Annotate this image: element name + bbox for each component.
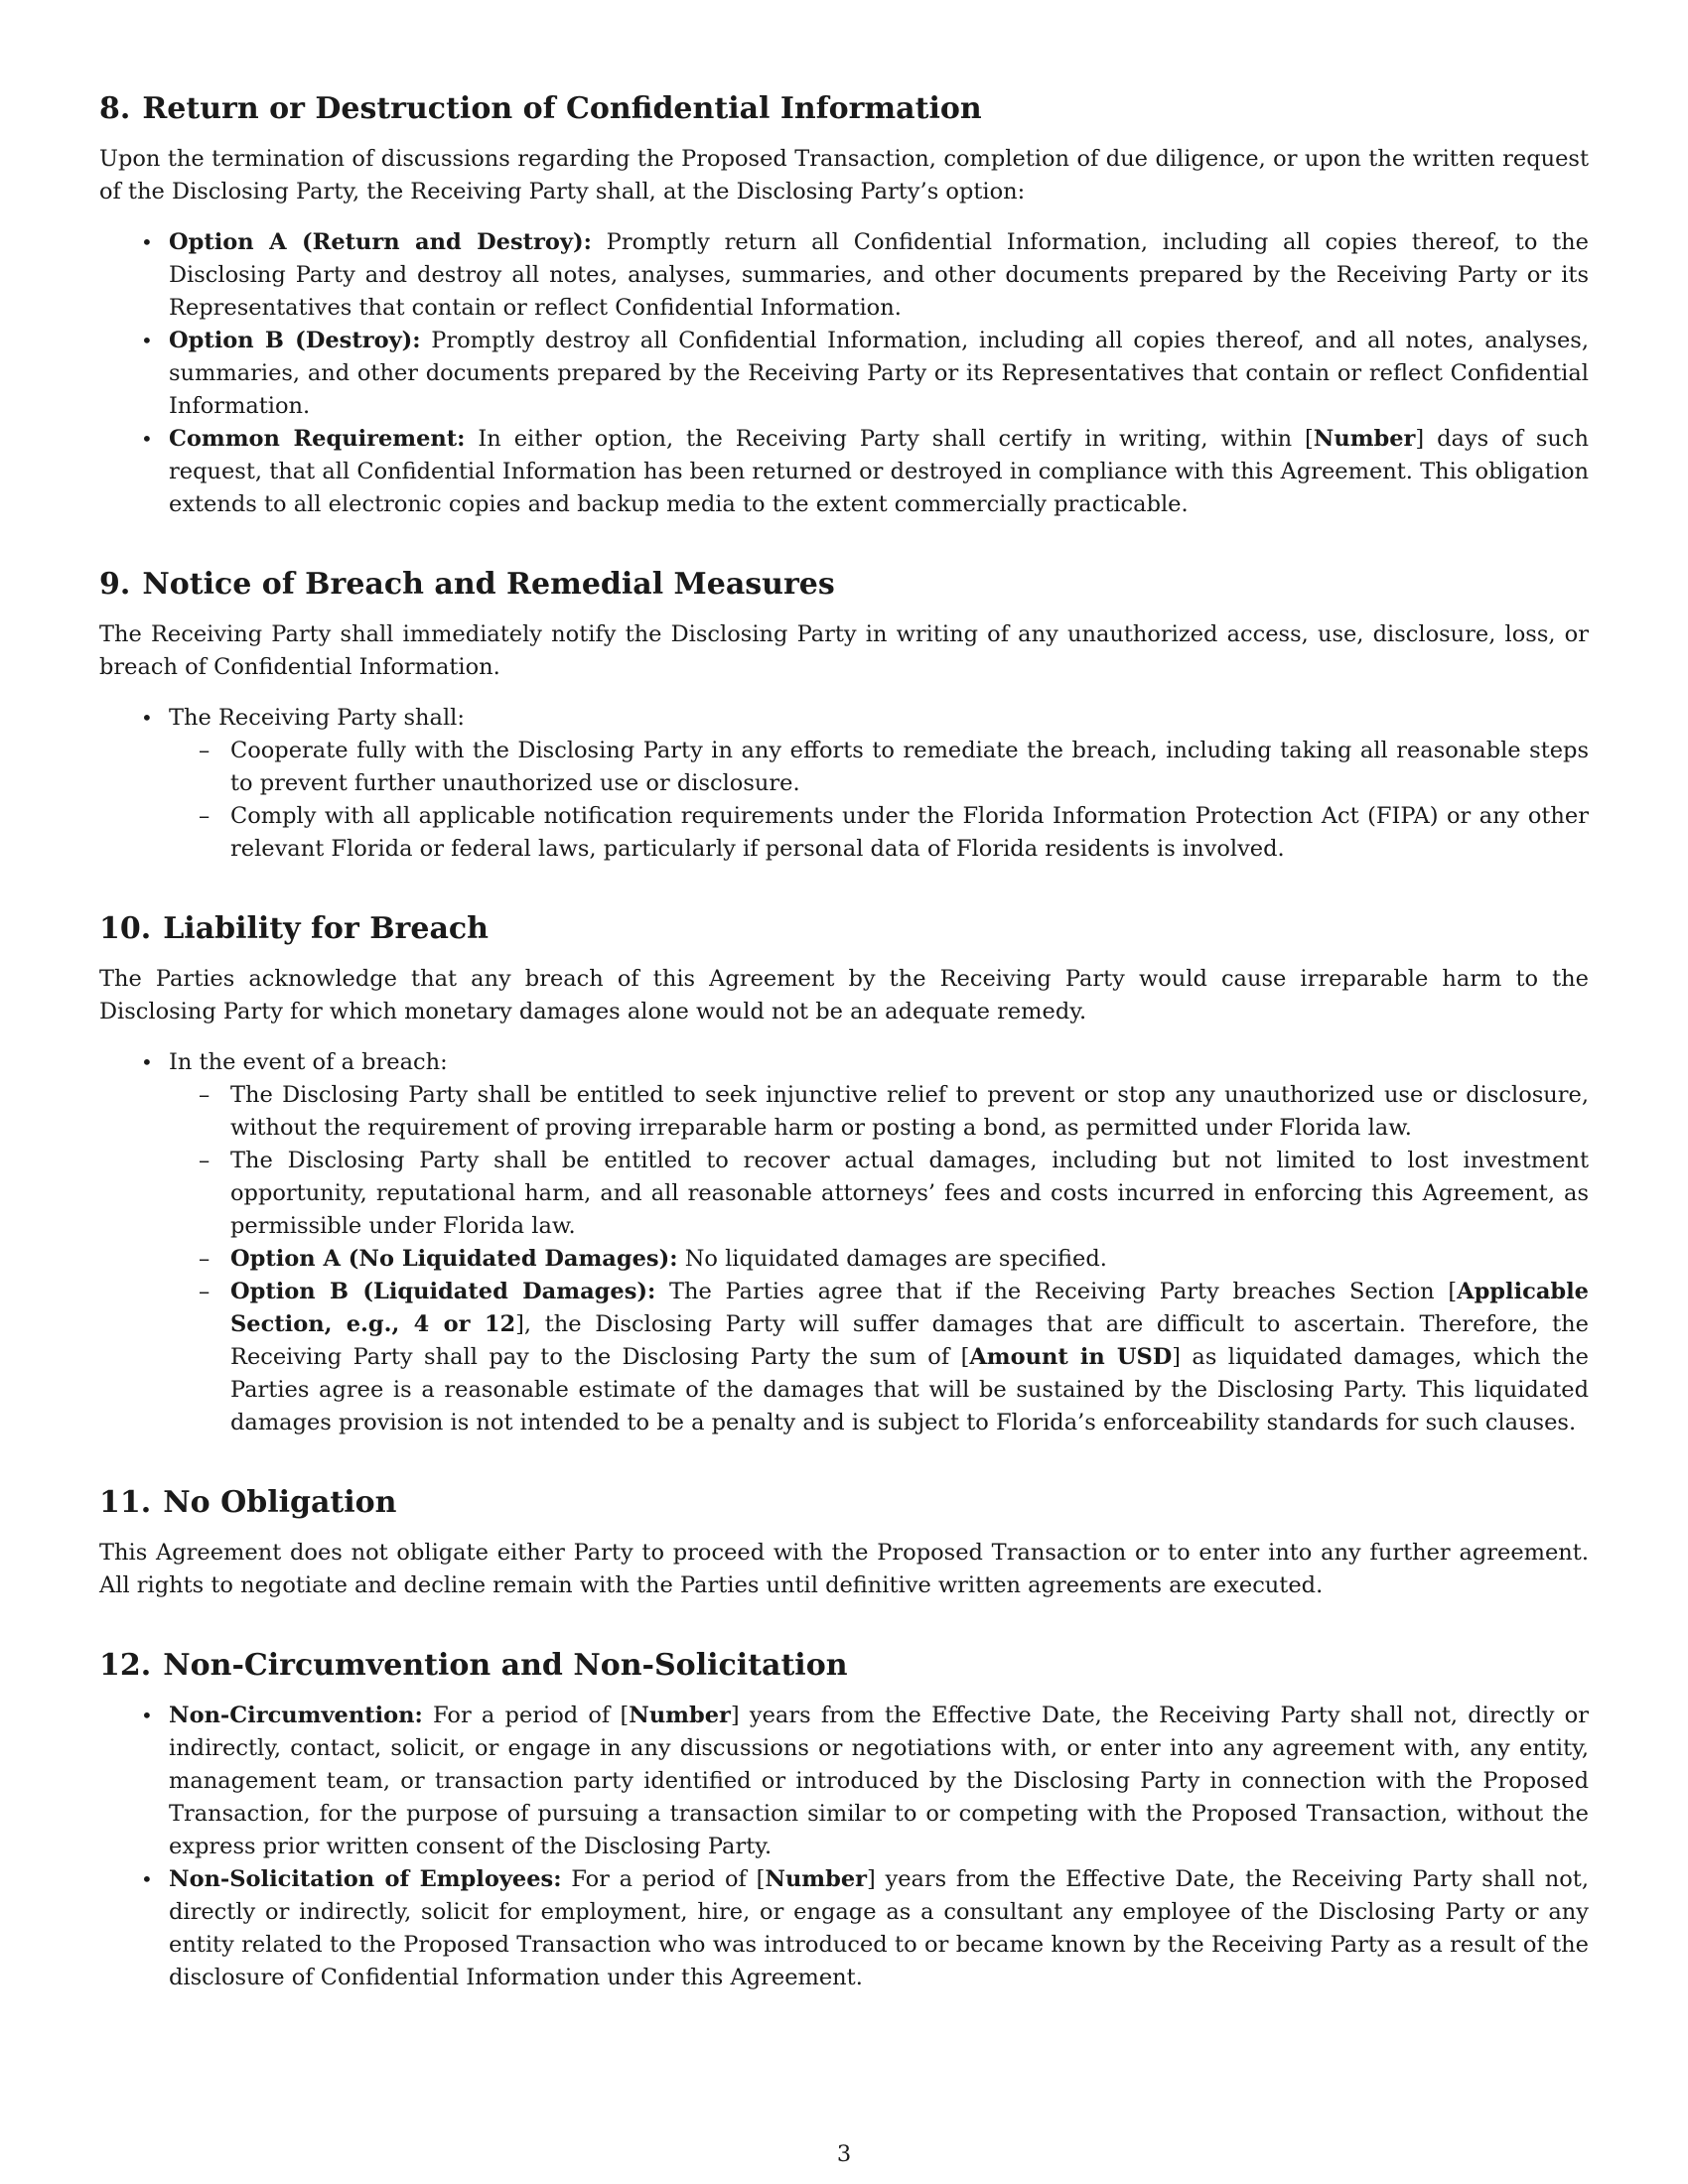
item-text: In either option, the Receiving Party shall certify in writing, within [ [465, 426, 1314, 452]
section-number: 12. [99, 1648, 152, 1683]
item-label: Non-Circumvention: [169, 1703, 423, 1728]
section-9 [99, 565, 1589, 866]
dash-icon: – [199, 1279, 211, 1304]
bullet-icon: • [141, 1704, 153, 1727]
item-label: Option A (Return and Destroy): [169, 229, 592, 255]
bullet-list [99, 1700, 1589, 1994]
list-item [99, 325, 1589, 423]
list-item [99, 702, 1589, 866]
item-text: ] years from the Effective Date, the Receiving Party shall not, directly or indirectly, solicit for employment, hire, or engage as a consultant any employee of the Disclosing Party or any entity related to the Proposed Transaction who was introduced to or became known by the Receiving Party as a result of the disclosure of Confidential Information under this Agreement. [169, 1866, 1590, 1990]
section-heading [99, 1483, 1589, 1523]
section-body: This Agreement does not obligate either Party to proceed with the Proposed Transaction or to enter into any further agreement. All rights to negotiate and decline remain with the Parties until definitive written agreements are executed. [99, 1540, 1589, 1598]
section-heading [99, 909, 1589, 949]
bullet-list [99, 226, 1589, 521]
list-item [99, 1046, 1589, 1439]
item-text: The Parties agree that if the Receiving Party breaches Section [ [655, 1279, 1458, 1304]
list-item [99, 423, 1589, 521]
list-item [99, 1863, 1589, 1994]
sub-list-item [169, 1079, 1589, 1145]
item-text: Promptly destroy all Confidential Information, including all copies thereof, and all notes, analyses, summaries, and other documents prepared by the Receiving Party or its Representatives that contain or reflect Confidential Information. [169, 328, 1589, 419]
placeholder-field: Number [765, 1866, 868, 1892]
sub-list-item [169, 1276, 1589, 1439]
sub-list-item [169, 1145, 1589, 1243]
sub-list-item [169, 1243, 1589, 1276]
bullet-icon: • [141, 427, 153, 451]
section-11 [99, 1483, 1589, 1602]
item-text: ] days of such request, that all Confidential Information has been returned or destroyed in compliance with this Agreement. This obligation extends to all electronic copies and backup media to the extent commercially practicable. [169, 426, 1589, 517]
section-title: Return or Destruction of Confidential Information [142, 91, 982, 126]
list-item [99, 1700, 1589, 1863]
item-text: Cooperate fully with the Disclosing Party in any efforts to remediate the breach, including taking all reasonable steps to prevent further unauthorized use or disclosure. [230, 738, 1589, 796]
section-intro: The Receiving Party shall immediately notify the Disclosing Party in writing of any unauthorized access, use, disclosure, loss, or breach of Confidential Information. [99, 621, 1589, 680]
item-label: Option B (Destroy): [169, 328, 421, 353]
section-title: Liability for Breach [163, 911, 489, 946]
bullet-icon: • [141, 230, 153, 254]
section-10 [99, 909, 1589, 1439]
section-title: Notice of Breach and Remedial Measures [142, 567, 835, 602]
page-number: 3 [836, 2141, 852, 2167]
bullet-icon: • [141, 1050, 153, 1074]
section-heading [99, 89, 1589, 129]
sub-list [169, 735, 1589, 866]
section-number: 10. [99, 911, 152, 946]
placeholder-field: Number [629, 1703, 731, 1728]
item-text: The Disclosing Party shall be entitled to recover actual damages, including but not limited to lost investment opportunity, reputational harm, and all reasonable attorneys’ fees and costs incurred in enforcing this Agreement, as permissible under Florida law. [230, 1148, 1589, 1239]
item-text: The Receiving Party shall: [169, 705, 465, 731]
dash-icon: – [199, 1246, 211, 1272]
item-text: For a period of [ [422, 1703, 630, 1728]
section-heading [99, 565, 1589, 605]
item-text: ] years from the Effective Date, the Receiving Party shall not, directly or indirectly, contact, solicit, or engage in any discussions or negotiations with, or enter into any agreement with, any entity, management team, or transaction party identified or introduced by the Disclosing Party in connection with the Proposed Transaction, for the purpose of pursuing a transaction similar to or competing with the Proposed Transaction, without the express prior written consent of the Disclosing Party. [169, 1703, 1589, 1859]
dash-icon: – [199, 1082, 211, 1108]
dash-icon: – [199, 1148, 211, 1173]
bullet-list [99, 1046, 1589, 1439]
section-8 [99, 89, 1589, 521]
item-label: Option A (No Liquidated Damages): [230, 1246, 678, 1272]
sub-list-item [169, 735, 1589, 800]
item-label: Option B (Liquidated Damages): [230, 1279, 656, 1304]
section-number: 8. [99, 91, 131, 126]
item-label: Common Requirement: [169, 426, 466, 452]
item-text: No liquidated damages are specified. [677, 1246, 1107, 1272]
section-number: 9. [99, 567, 131, 602]
item-text: For a period of [ [561, 1866, 766, 1892]
item-text: ] as liquidated damages, which the Parties agree is a reasonable estimate of the damages that will be sustained by the Disclosing Party. This liquidated damages provision is not intended to be a penalty and is subject to Florida’s enforceability standards for such clauses. [230, 1344, 1589, 1435]
section-number: 11. [99, 1485, 152, 1520]
section-intro: Upon the termination of discussions regarding the Proposed Transaction, completion of due diligence, or upon the written request of the Disclosing Party, the Receiving Party shall, at the Disclosing Party’s option: [99, 146, 1589, 205]
item-text: ], the Disclosing Party will suffer damages that are difficult to ascertain. Therefore, the Receiving Party shall pay to the Disclosing Party the sum of [ [230, 1311, 1589, 1370]
placeholder-field: Applicable Section, e.g., 4 or 12 [230, 1279, 1589, 1337]
section-heading [99, 1646, 1589, 1686]
bullet-list [99, 702, 1589, 866]
section-intro: The Parties acknowledge that any breach of this Agreement by the Receiving Party would cause irreparable harm to the Disclosing Party for which monetary damages alone would not be an adequate remedy. [99, 966, 1589, 1024]
sub-list-item [169, 800, 1589, 866]
bullet-icon: • [141, 329, 153, 352]
document-page [99, 89, 1589, 2038]
section-12 [99, 1646, 1589, 1994]
item-text: In the event of a breach: [169, 1049, 448, 1075]
item-text: Comply with all applicable notification requirements under the Florida Information Protection Act (FIPA) or any other relevant Florida or federal laws, particularly if personal data of Florida residents is involved. [230, 803, 1589, 862]
section-title: No Obligation [163, 1485, 397, 1520]
item-text: The Disclosing Party shall be entitled to seek injunctive relief to prevent or stop any unauthorized use or disclosure, without the requirement of proving irreparable harm or posting a bond, as permitted under Florida law. [230, 1082, 1589, 1141]
placeholder-field: Amount in USD [969, 1344, 1173, 1370]
bullet-icon: • [141, 706, 153, 730]
sub-list [169, 1079, 1589, 1439]
bullet-icon: • [141, 1867, 153, 1891]
dash-icon: – [199, 803, 211, 829]
item-text: Promptly return all Confidential Information, including all copies thereof, to the Disclosing Party and destroy all notes, analyses, summaries, and other documents prepared by the Receiving Party or its Representatives that contain or reflect Confidential Information. [169, 229, 1589, 321]
placeholder-field: Number [1313, 426, 1416, 452]
item-label: Non-Solicitation of Employees: [169, 1866, 562, 1892]
section-title: Non-Circumvention and Non-Solicitation [163, 1648, 848, 1683]
list-item [99, 226, 1589, 325]
dash-icon: – [199, 738, 211, 763]
